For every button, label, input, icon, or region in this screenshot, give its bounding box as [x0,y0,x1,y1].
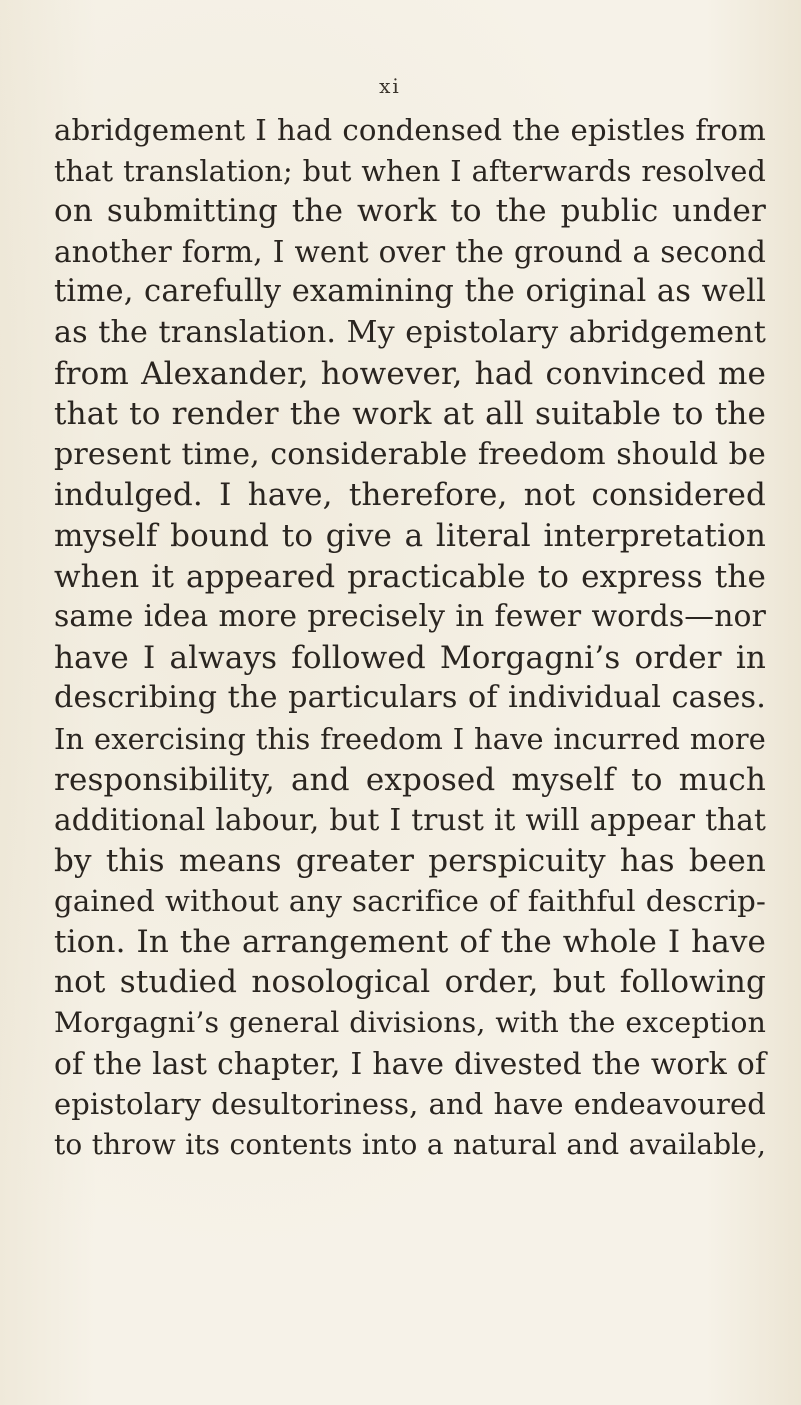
text-line: present time, considerable freedom should be [54,436,766,472]
text-line: of the last chapter, I have divested the work of [54,1045,766,1081]
text-line: as the translation. My epistolary abridgement [54,314,766,350]
page-number: xi [379,74,401,98]
text-line: additional labour, but I trust it will appear that [54,803,766,838]
text-line: gained without any sacrifice of faithful descrip- [54,884,766,919]
text-line: from Alexander, however, had convinced me [54,355,766,392]
text-line: another form, I went over the ground a second [54,234,766,269]
text-line: time, carefully examining the original as well [54,274,766,310]
text-line: indulged. I have, therefore, not considered [54,477,766,514]
text-line: by this means greater perspicuity has been [54,842,766,879]
text-line: describing the particulars of individual cases. [54,680,766,716]
text-line: have I always followed Morgagni’s order in [54,639,766,676]
text-line: tion. In the arrangement of the whole I have [54,923,766,960]
text-line: myself bound to give a literal interpretation [54,517,766,554]
text-line: not studied nosological order, but following [54,964,766,1001]
text-line: that to render the work at all suitable to the [54,396,766,433]
text-line: that translation; but when I afterwards resolved [54,153,766,188]
text-line: Morgagni’s general divisions, with the exception [54,1006,766,1040]
text-line: same idea more precisely in fewer words—nor [54,599,766,635]
text-line: when it appeared practicable to express the [54,558,766,595]
text-line: epistolary desultoriness, and have endeavoured [54,1087,766,1122]
body-text [54,110,766,1165]
text-line: abridgement I had condensed the epistles from [54,113,766,147]
text-line: to throw its contents into a natural and available, [54,1127,766,1161]
text-line: responsibility, and exposed myself to much [54,761,766,798]
text-line: on submitting the work to the public under [54,193,766,230]
text-line: In exercising this freedom I have incurred more [54,721,766,756]
